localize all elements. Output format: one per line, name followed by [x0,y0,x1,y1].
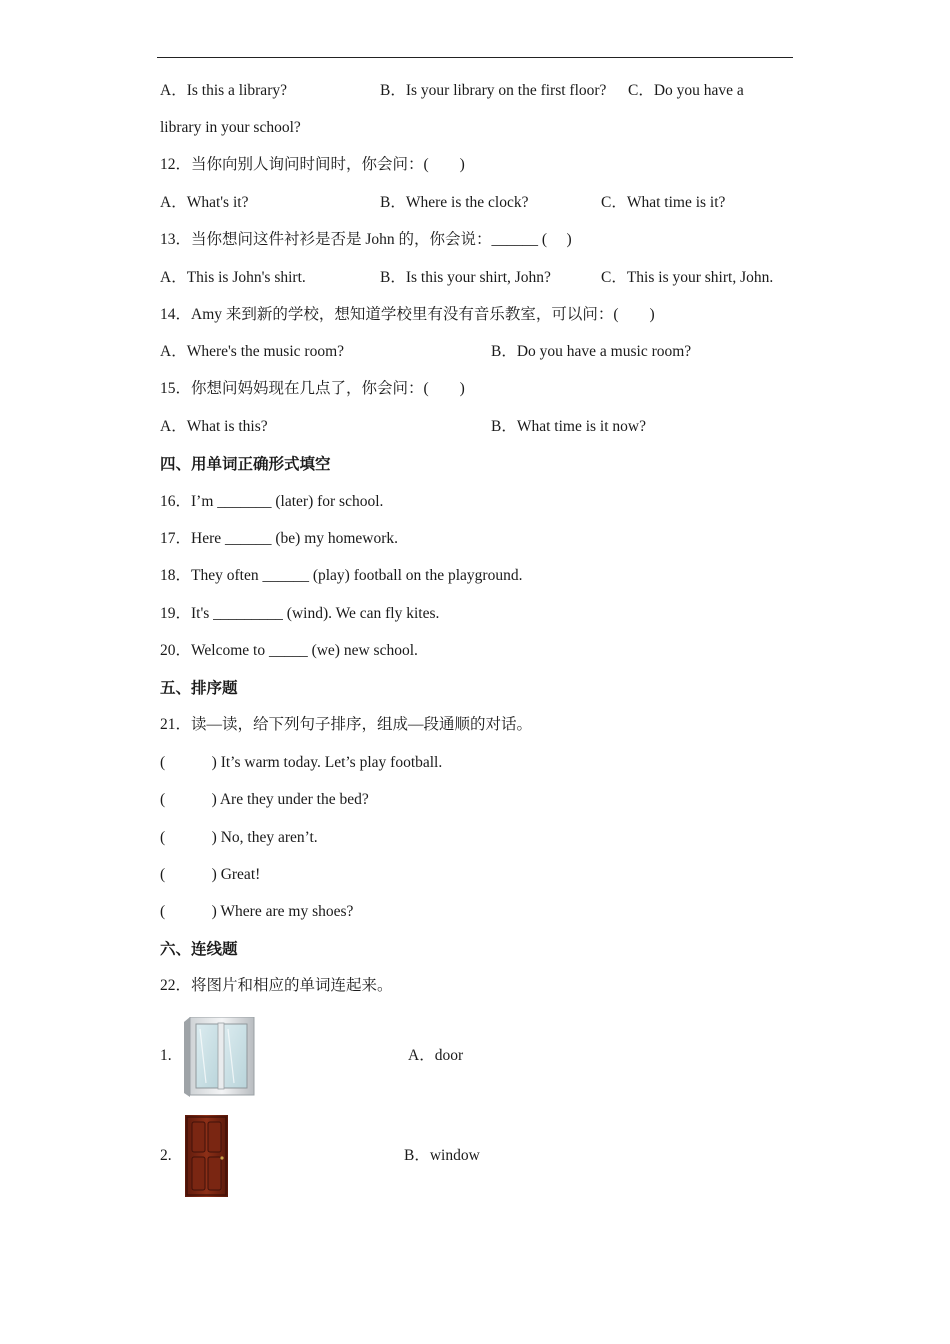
order-item-4: ( ) Great! [160,866,261,883]
match-word-a: A．door [408,1047,464,1064]
q15-option-b: B．What time is it now? [491,418,646,435]
q14-option-a: A．Where's the music room? [160,343,345,360]
q14-option-b: B．Do you have a music room? [491,343,692,360]
match-word-b: B．window [404,1147,480,1164]
window-picture [184,1017,256,1097]
q15-option-a: A．What is this? [160,418,268,435]
fill-item-18: 18．They often ______ (play) football on the playground. [160,567,523,584]
match-number-1: 1. [160,1047,172,1064]
order-item-1: ( ) It’s warm today. Let’s play football. [160,754,443,771]
order-item-3: ( ) No, they aren’t. [160,829,318,846]
q21-stem: 21．读—读，给下列句子排序，组成—段通顺的对话。 [160,716,533,733]
q12-stem: 12．当你向别人询问时间时，你会问：( ) [160,156,465,173]
fill-item-19: 19．It's _________ (wind). We can fly kites. [160,605,440,622]
q13-option-b: B．Is this your shirt, John? [380,269,551,286]
q22-stem: 22．将图片和相应的单词连起来。 [160,977,393,994]
order-item-5: ( ) Where are my shoes? [160,903,354,920]
header-rule [157,57,793,58]
q11-option-a: A．Is this a library? [160,82,287,99]
q11-option-c-continued: library in your school? [160,119,301,136]
q12-option-b: B．Where is the clock? [380,194,529,211]
q13-stem: 13．当你想问这件衬衫是否是 John 的，你会说：______ ( ) [160,231,572,248]
order-item-2: ( ) Are they under the bed? [160,791,369,808]
q11-option-b: B．Is your library on the first floor? [380,82,607,99]
fill-item-17: 17．Here ______ (be) my homework. [160,530,399,547]
q12-option-a: A．What's it? [160,194,249,211]
q12-option-c: C．What time is it? [601,194,726,211]
q13-option-c: C．This is your shirt, John. [601,269,774,286]
match-number-2: 2. [160,1147,172,1164]
q13-option-a: A．This is John's shirt. [160,269,306,286]
fill-item-20: 20．Welcome to _____ (we) new school. [160,642,418,659]
section-4-title: 四、用单词正确形式填空 [160,455,331,473]
fill-item-16: 16．I’m _______ (later) for school. [160,493,384,510]
door-picture [185,1115,228,1197]
q14-stem: 14．Amy 来到新的学校，想知道学校里有没有音乐教室，可以问：( ) [160,306,655,323]
q11-option-c: C．Do you have a [628,82,744,99]
section-5-title: 五、排序题 [160,679,238,697]
section-6-title: 六、连线题 [160,940,238,958]
q15-stem: 15．你想问妈妈现在几点了，你会问：( ) [160,380,465,397]
